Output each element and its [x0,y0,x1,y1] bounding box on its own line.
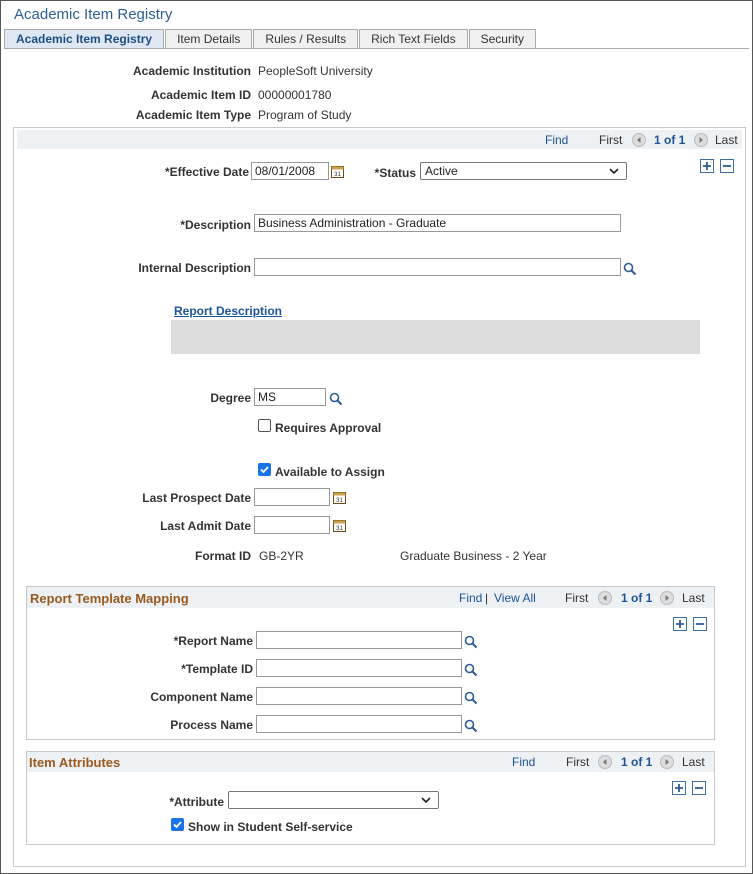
tab-rich-text-fields[interactable]: Rich Text Fields [359,29,467,49]
item-attributes-row-count: 1 of 1 [621,755,653,769]
svg-text:31: 31 [336,498,343,504]
item-id-label: Academic Item ID [150,88,251,102]
minus-icon [722,161,732,171]
format-id-label: Format ID [194,549,251,563]
minus-icon [694,783,704,793]
attribute-label: *Attribute [169,795,224,809]
item-attributes-title: Item Attributes [29,755,121,770]
page-title: Academic Item Registry [14,6,173,23]
arrow-right-icon [663,758,671,766]
report-description-link[interactable]: Report Description [174,304,283,318]
calendar-icon[interactable] [333,519,346,532]
last-prospect-label: Last Prospect Date [142,491,251,505]
svg-text:31: 31 [334,172,341,178]
available-to-assign-label: Available to Assign [275,465,385,479]
arrow-left-icon [601,758,609,766]
arrow-left-icon [601,594,609,602]
item-attributes-add-button[interactable] [672,781,686,795]
search-icon[interactable] [329,392,343,406]
chevron-down-icon [607,164,621,178]
main-row-count: 1 of 1 [654,133,686,147]
last-prospect-input[interactable] [254,488,330,506]
available-to-assign-checkbox[interactable] [258,463,271,476]
report-name-input[interactable] [256,631,462,649]
report-template-title: Report Template Mapping [30,591,189,606]
template-id-label: *Template ID [181,662,253,676]
report-template-delete-button[interactable] [693,617,707,631]
report-name-label: *Report Name [173,634,253,648]
tab-bar [4,29,537,49]
report-template-next-button[interactable] [660,591,674,605]
item-type-value: Program of Study [258,108,352,122]
svg-text:31: 31 [336,526,343,532]
tab-rules-results[interactable]: Rules / Results [253,29,358,49]
calendar-icon[interactable] [333,491,346,504]
arrow-right-icon [663,594,671,602]
report-template-view-all-link[interactable]: View All [494,591,536,605]
report-description-area [171,320,700,354]
item-type-label: Academic Item Type [135,108,251,122]
component-name-input[interactable] [256,687,462,705]
search-icon[interactable] [464,663,478,677]
calendar-icon[interactable] [331,165,344,178]
report-template-last-label: Last [682,591,705,605]
tab-item-details[interactable]: Item Details [165,29,252,49]
template-id-input[interactable] [256,659,462,677]
requires-approval-checkbox[interactable] [258,419,271,432]
process-name-input[interactable] [256,715,462,733]
self-service-label: Show in Student Self-service [188,820,353,834]
requires-approval-label: Requires Approval [275,421,382,435]
last-admit-label: Last Admit Date [160,519,251,533]
arrow-right-icon [697,136,705,144]
internal-description-input[interactable] [254,258,621,276]
chevron-down-icon [419,793,433,807]
main-prev-button[interactable] [632,133,646,147]
item-id-value: 00000001780 [258,88,332,102]
degree-label: Degree [210,391,251,405]
report-template-find-link[interactable]: Find [459,591,483,605]
plus-icon [674,783,684,793]
tab-security[interactable]: Security [469,29,536,49]
process-name-label: Process Name [170,718,253,732]
delete-row-button[interactable] [720,159,734,173]
report-template-first-label: First [565,591,589,605]
report-template-row-count: 1 of 1 [621,591,653,605]
add-row-button[interactable] [700,159,714,173]
main-first-label: First [599,133,623,147]
format-id-value: GB-2YR [259,549,304,563]
item-attributes-last-label: Last [682,755,705,769]
plus-icon [675,619,685,629]
institution-label: Academic Institution [132,64,251,78]
main-last-label: Last [715,133,738,147]
search-icon[interactable] [464,719,478,733]
report-template-sep: | [485,591,489,605]
format-description: Graduate Business - 2 Year [400,549,547,563]
item-attributes-delete-button[interactable] [692,781,706,795]
effective-date-label: *Effective Date [164,165,249,179]
item-attributes-next-button[interactable] [660,755,674,769]
main-next-button[interactable] [694,133,708,147]
component-name-label: Component Name [150,690,253,704]
report-template-prev-button[interactable] [598,591,612,605]
status-select[interactable] [420,162,627,180]
status-label: *Status [374,166,416,180]
arrow-left-icon [635,136,643,144]
report-template-add-button[interactable] [673,617,687,631]
effective-date-input[interactable]: 08/01/2008 [251,162,329,180]
minus-icon [695,619,705,629]
checkmark-icon [259,464,270,475]
item-attributes-prev-button[interactable] [598,755,612,769]
tab-divider [4,48,749,49]
item-attributes-find-link[interactable]: Find [512,755,536,769]
degree-input[interactable]: MS [254,388,326,406]
item-attributes-first-label: First [566,755,590,769]
attribute-select[interactable] [228,791,439,809]
description-label: *Description [180,218,251,232]
description-input[interactable]: Business Administration - Graduate [254,214,621,232]
last-admit-input[interactable] [254,516,330,534]
self-service-checkbox[interactable] [171,818,184,831]
search-icon[interactable] [464,635,478,649]
institution-value: PeopleSoft University [258,64,373,78]
main-find-link[interactable]: Find [545,133,569,147]
internal-description-label: Internal Description [138,261,251,275]
tab-academic-item-registry[interactable]: Academic Item Registry [4,29,164,49]
plus-icon [702,161,712,171]
checkmark-icon [172,819,183,830]
status-value: Active [425,164,458,178]
search-icon[interactable] [464,691,478,705]
search-icon[interactable] [623,262,637,276]
